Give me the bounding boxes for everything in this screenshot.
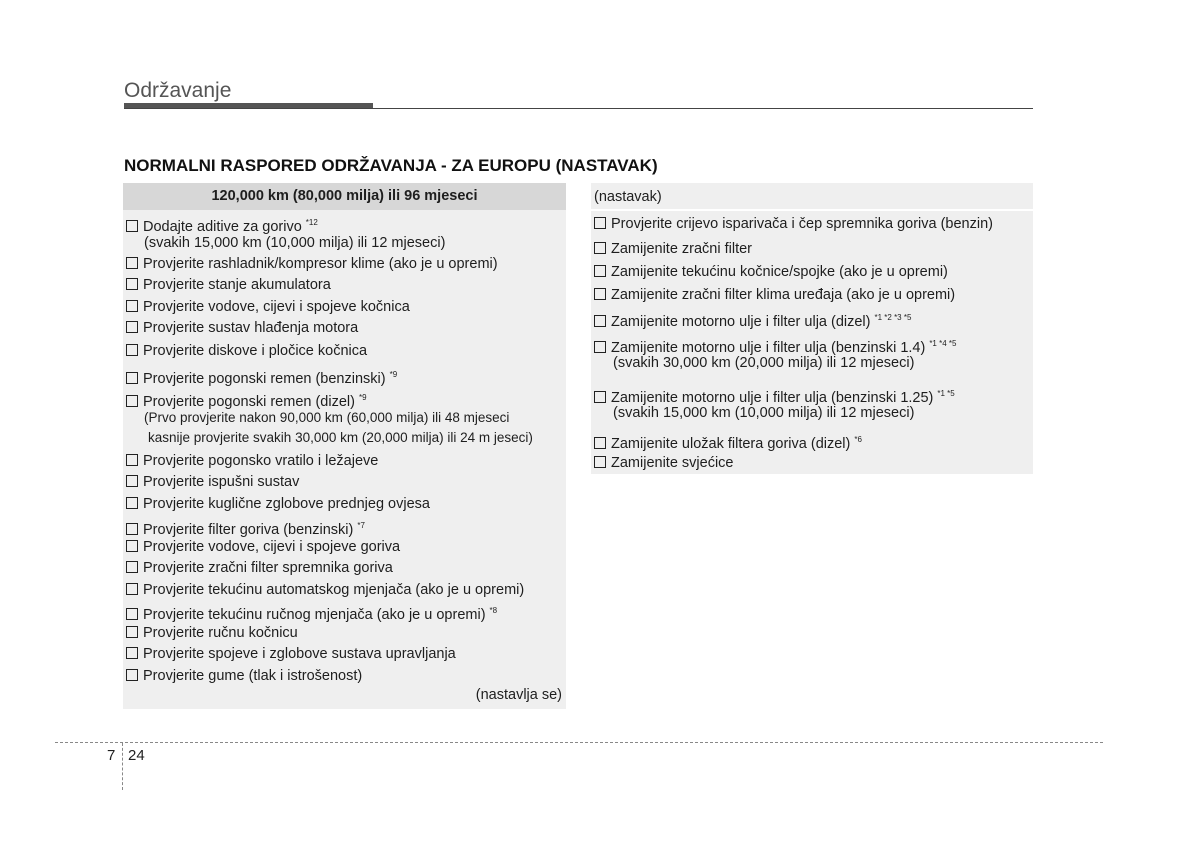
checkbox-icon xyxy=(126,626,138,638)
checkbox-icon xyxy=(126,344,138,356)
right-item-text: Zamijenite motorno ulje i filter ulja (dizel) xyxy=(611,314,871,330)
checkbox-icon xyxy=(126,497,138,509)
checkbox-icon xyxy=(126,608,138,620)
left-item xyxy=(126,298,410,316)
footnote-ref: *8 xyxy=(489,606,498,615)
left-item-text: Provjerite stanje akumulatora xyxy=(143,277,331,293)
left-item xyxy=(126,366,397,388)
left-item-text: Provjerite pogonsko vratilo i ležajeve xyxy=(143,453,379,469)
right-item-text: Zamijenite zračni filter klima uređaja (ako je u opremi) xyxy=(611,287,956,303)
checkbox-icon xyxy=(126,561,138,573)
footnote-ref: *6 xyxy=(854,435,862,444)
footnote-ref: *1 *2 *3 *5 xyxy=(874,313,912,322)
right-item-note: (svakih 30,000 km (20,000 milja) ili 12 mjeseci) xyxy=(613,355,915,371)
footnote-ref: *1 *4 *5 xyxy=(929,339,957,348)
right-item-text: Zamijenite motorno ulje i filter ulja (benzinski 1.25) xyxy=(611,390,934,406)
right-item-note: (svakih 15,000 km (10,000 milja) ili 12 mjeseci) xyxy=(613,405,915,421)
left-item xyxy=(126,602,497,624)
left-item xyxy=(126,342,367,360)
left-item-text: Provjerite pogonski remen (dizel) xyxy=(143,394,355,410)
left-item xyxy=(126,214,318,236)
left-item-text: Provjerite vodove, cijevi i spojeve goriva xyxy=(143,539,401,555)
right-item xyxy=(594,263,948,281)
page-number: 24 xyxy=(128,747,145,764)
footnote-ref: *9 xyxy=(358,393,367,402)
checkbox-icon xyxy=(126,278,138,290)
left-item xyxy=(126,255,498,273)
left-item xyxy=(126,624,298,642)
left-item-text: Provjerite pogonski remen (benzinski) xyxy=(143,371,386,387)
right-item xyxy=(594,286,955,304)
left-item-note: kasnije provjerite svakih 30,000 km (20,000 milja) ili 24 m jeseci) xyxy=(148,430,533,445)
footnote-ref: *1 *5 xyxy=(937,389,955,398)
checkbox-icon xyxy=(126,220,138,232)
right-item xyxy=(594,431,862,453)
left-item-text: Provjerite kuglične zglobove prednjeg ovjesa xyxy=(143,496,430,512)
left-item-text: Provjerite rashladnik/kompresor klime (ako je u opremi) xyxy=(143,256,498,272)
checkbox-icon xyxy=(594,288,606,300)
left-table-header: 120,000 km (80,000 milja) ili 96 mjeseci xyxy=(123,183,566,210)
checkbox-icon xyxy=(126,454,138,466)
left-item-text: Provjerite zračni filter spremnika goriva xyxy=(143,560,393,576)
right-item xyxy=(594,309,911,331)
checkbox-icon xyxy=(126,372,138,384)
checkbox-icon xyxy=(126,583,138,595)
checkbox-icon xyxy=(594,242,606,254)
right-item-text: Zamijenite tekućinu kočnice/spojke (ako je u opremi) xyxy=(611,264,948,280)
left-item-text: Provjerite tekućinu ručnog mjenjača (ako je u opremi) xyxy=(143,607,486,623)
footer-dashed-rule xyxy=(55,742,1103,743)
left-item xyxy=(126,645,456,663)
right-item-text: Zamijenite uložak filtera goriva (dizel) xyxy=(611,436,851,452)
right-item-text: Zamijenite zračni filter xyxy=(611,241,753,257)
right-item xyxy=(594,215,993,233)
checkbox-icon xyxy=(594,456,606,468)
left-item xyxy=(126,559,393,577)
checkbox-icon xyxy=(126,523,138,535)
left-continued-note: (nastavlja se) xyxy=(475,687,562,703)
checkbox-icon xyxy=(126,669,138,681)
left-item xyxy=(126,495,430,513)
left-item xyxy=(126,538,400,556)
page-heading: NORMALNI RASPORED ODRŽAVANJA - ZA EUROPU (NASTAVAK) xyxy=(124,156,658,175)
left-item-text: Provjerite spojeve i zglobove sustava upravljanja xyxy=(143,646,456,662)
section-rule-thin xyxy=(124,108,1033,109)
checkbox-icon xyxy=(594,315,606,327)
checkbox-icon xyxy=(126,475,138,487)
right-header-separator xyxy=(591,209,1033,211)
left-item-text: Provjerite gume (tlak i istrošenost) xyxy=(143,668,363,684)
left-item xyxy=(126,667,362,685)
footer-vertical-rule xyxy=(122,743,123,790)
checkbox-icon xyxy=(126,300,138,312)
checkbox-icon xyxy=(126,257,138,269)
checkbox-icon xyxy=(594,341,606,353)
footnote-ref: *9 xyxy=(389,370,398,379)
right-item xyxy=(594,240,752,258)
left-item xyxy=(126,319,358,337)
left-item-text: Dodajte aditive za gorivo xyxy=(143,219,302,235)
left-item xyxy=(126,517,365,539)
left-item xyxy=(126,473,299,491)
right-item-text: Provjerite crijevo isparivača i čep spremnika goriva (benzin) xyxy=(611,216,993,232)
left-item xyxy=(126,581,524,599)
left-item-text: Provjerite tekućinu automatskog mjenjača (ako je u opremi) xyxy=(143,582,525,598)
checkbox-icon xyxy=(126,540,138,552)
left-item-text: Provjerite vodove, cijevi i spojeve kočnica xyxy=(143,299,410,315)
checkbox-icon xyxy=(126,321,138,333)
left-item-note: (svakih 15,000 km (10,000 milja) ili 12 mjeseci) xyxy=(144,235,446,251)
checkbox-icon xyxy=(594,217,606,229)
right-table-header: (nastavak) xyxy=(594,189,662,205)
footnote-ref: *12 xyxy=(305,218,318,227)
footnote-ref: *7 xyxy=(357,521,365,530)
left-item xyxy=(126,452,378,470)
left-item-text: Provjerite ručnu kočnicu xyxy=(143,625,298,641)
right-item-text: Zamijenite motorno ulje i filter ulja (benzinski 1.4) xyxy=(611,340,926,356)
chapter-number: 7 xyxy=(107,747,116,764)
checkbox-icon xyxy=(594,265,606,277)
left-item-note: (Prvo provjerite nakon 90,000 km (60,000 milja) ili 48 mjeseci xyxy=(144,410,510,425)
left-item-text: Provjerite diskove i pločice kočnica xyxy=(143,343,368,359)
checkbox-icon xyxy=(594,437,606,449)
right-item-text: Zamijenite svjećice xyxy=(611,455,734,471)
right-item xyxy=(594,454,734,472)
checkbox-icon xyxy=(126,647,138,659)
checkbox-icon xyxy=(594,391,606,403)
checkbox-icon xyxy=(126,395,138,407)
left-item-text: Provjerite sustav hlađenja motora xyxy=(143,320,359,336)
left-item xyxy=(126,276,331,294)
left-item-text: Provjerite ispušni sustav xyxy=(143,474,300,490)
left-item-text: Provjerite filter goriva (benzinski) xyxy=(143,522,354,538)
section-title: Održavanje xyxy=(124,79,232,102)
left-item xyxy=(126,389,367,411)
